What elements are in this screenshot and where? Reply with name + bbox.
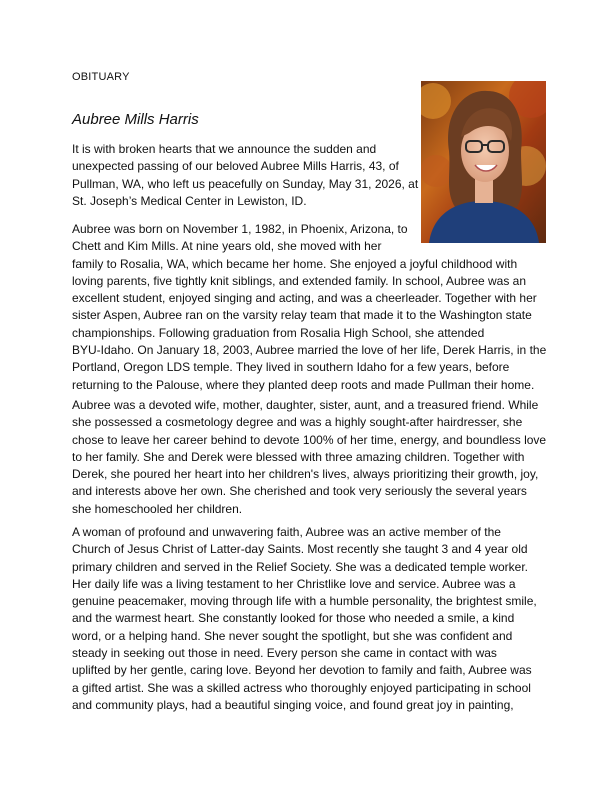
- text-line: championships. Following graduation from Rosalia High School, she attended: [72, 325, 485, 340]
- text-line: Aubree was born on November 1, 1982, in Phoenix, Arizona, to: [72, 222, 408, 236]
- section-heading: OBITUARY: [72, 71, 130, 83]
- text-line: a gifted artist. She was a skilled actress who thoroughly enjoyed participating in school: [72, 680, 531, 695]
- text-line: BYU-Idaho. On January 18, 2003, Aubree married the love of her life, Derek Harris, in the: [72, 343, 547, 358]
- text-line: uplifted by her gentle, caring love. Beyond her devotion to family and faith, Aubree was: [72, 663, 532, 678]
- text-line: It is with broken hearts that we announce the sudden and: [72, 142, 377, 156]
- text-line: Aubree was a devoted wife, mother, daughter, sister, aunt, and a treasured friend. While: [72, 398, 539, 412]
- text-line: to her family. She and Derek were blessed with three amazing children. Together with: [72, 449, 525, 464]
- text-line: Pullman, WA, who left us peacefully on Sunday, May 31, 2026, at: [72, 176, 419, 191]
- text-line: A woman of profound and unwavering faith, Aubree was an active member of the: [72, 525, 501, 539]
- text-line: family to Rosalia, WA, which became her home. She enjoyed a joyful childhood with: [72, 256, 518, 271]
- paragraph-faith: [72, 524, 550, 714]
- text-line: Chett and Kim Mills. At nine years old, she moved with her: [72, 239, 382, 254]
- text-line: and community plays, had a beautiful singing voice, and found great joy in painting,: [72, 697, 514, 712]
- text-line: sister Aspen, Aubree ran on the varsity relay team that made it to the Washington state: [72, 308, 532, 323]
- text-line: returning to the Palouse, where they planted deep roots and made Pullman their home.: [72, 377, 535, 392]
- text-line: loving parents, five tightly knit siblings, and extended family. In school, Aubree was an: [72, 273, 527, 288]
- text-line: steady in seeking out those in need. Every person she came in contact with was: [72, 646, 497, 661]
- text-line: she homeschooled her children.: [72, 501, 243, 516]
- text-line: unexpected passing of our beloved Aubree Mills Harris, 43, of: [72, 159, 399, 174]
- text-line: and interests above her own. She cherished and took very seriously the several years: [72, 484, 527, 499]
- text-line: Derek, she poured her heart into her children's lives, always prioritizing their growth, joy,: [72, 467, 539, 482]
- text-line: and the warmest heart. She constantly looked for those who needed a smile, a kind: [72, 611, 515, 626]
- paragraph-announcement: [72, 141, 550, 210]
- deceased-name: Aubree Mills Harris: [72, 111, 199, 128]
- text-line: chose to leave her career behind to devote 100% of her time, energy, and boundless love: [72, 432, 547, 447]
- text-line: Church of Jesus Christ of Latter-day Saints. Most recently she taught 3 and 4 year old: [72, 542, 528, 557]
- text-line: word, or a helping hand. She never sought the spotlight, but she was confident and: [72, 628, 513, 643]
- text-line: Her daily life was a living testament to her Christlike love and service. Aubree was a: [72, 576, 516, 591]
- paragraph-early-life: [72, 221, 550, 394]
- text-line: genuine peacemaker, moving through life with a humble personality, the brightest smile,: [72, 594, 537, 609]
- text-line: she possessed a cosmetology degree and was a highly sought-after hairdresser, she: [72, 415, 523, 430]
- text-line: Portland, Oregon LDS temple. They lived in southern Idaho for a few years, before: [72, 360, 510, 375]
- text-line: primary children and served in the Relief Society. She was a dedicated temple worker.: [72, 559, 529, 574]
- paragraph-family: [72, 397, 550, 518]
- text-line: excellent student, enjoyed singing and acting, and was a cheerleader. Together with her: [72, 291, 537, 306]
- text-line: St. Joseph’s Medical Center in Lewiston, ID.: [72, 193, 307, 208]
